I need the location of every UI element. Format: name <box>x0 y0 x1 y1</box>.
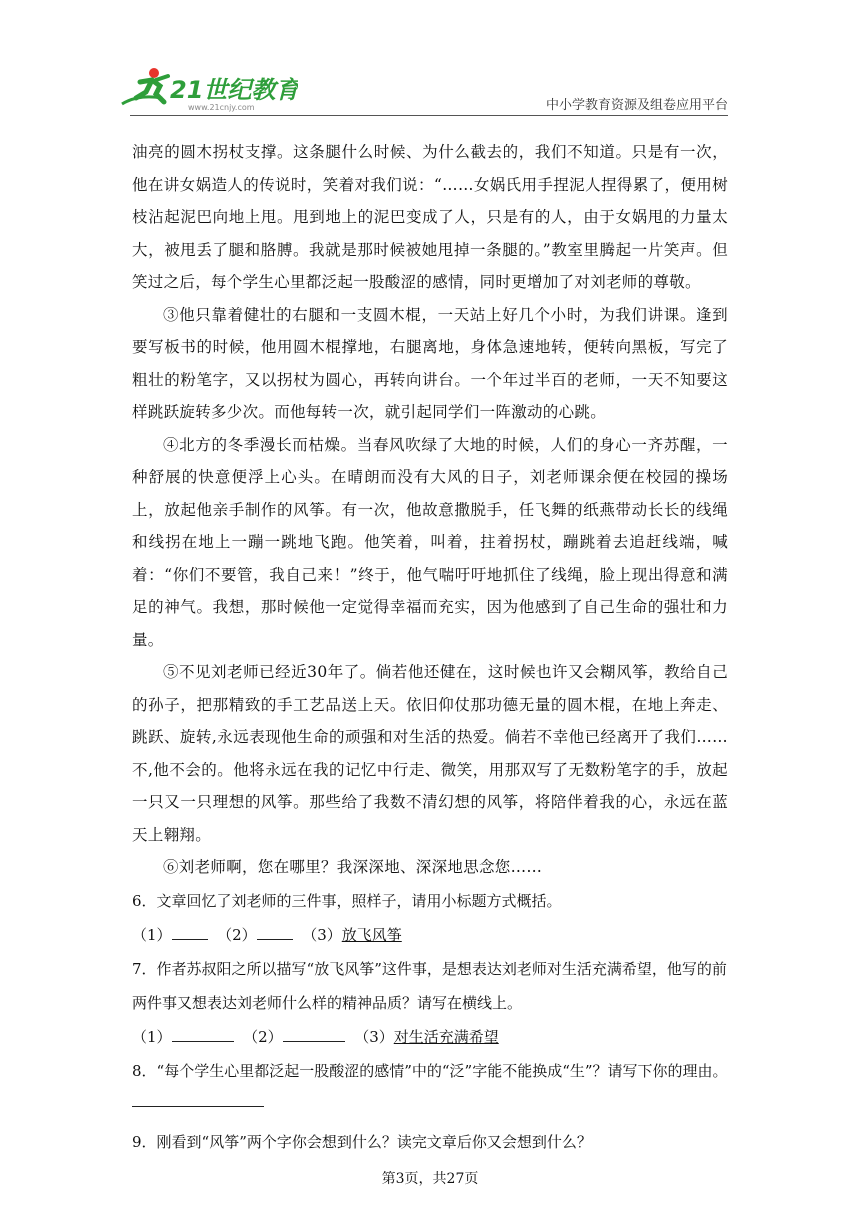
passage-paragraph: ⑤不见刘老师已经近30年了。倘若他还健在，这时候也许又会糊风筝，教给自己的孙子，把那精致的手工艺品送上天。依旧仰仗那功德无量的圆木棍，在地上奔走、跳跃、旋转,永远表现他生命的顽强和对生活的热爱。倘若不幸他已经离开了我们……不,他不会的。他将永远在我的记忆中行走、微笑，用那双写了无数粉笔字的手，放起一只又一只理想的风筝。那些给了我数不清幻想的风筝，将陪伴着我的心，永远在蓝天上翱翔。 <box>132 663 728 844</box>
question-9: 9．刚看到“风筝”两个字你会想到什么？读完文章后你又会想到什么？ <box>132 1132 592 1151</box>
answer-blank[interactable] <box>283 1025 345 1042</box>
page-header <box>0 0 860 118</box>
answer-blank[interactable] <box>257 923 293 940</box>
question-6-answers: （1） （2） （3）放飞风筝 <box>132 918 728 952</box>
passage-paragraph: ③他只靠着健壮的右腿和一支圆木棍，一天站上好几个小时，为我们讲课。逢到要写板书的时候，他用圆木棍撑地，右腿离地，身体急速地转，便转向黑板，写完了粗壮的粉笔字，又以拐杖为圆心，再转向讲台。一个年过半百的老师，一天不知要这样跳跃旋转多少次。而他每转一次，就引起同学们一阵激动的心跳。 <box>132 305 728 421</box>
question-7: 7．作者苏叔阳之所以描写“放飞风筝”这件事，是想表达刘老师对生活充满希望，他写的前两件事又想表达刘老师什么样的精神品质？请写在横线上。 <box>132 959 727 1012</box>
example-answer: 对生活充满希望 <box>393 1027 499 1046</box>
question-7-answers: （1） （2） （3）对生活充满希望 <box>132 1020 728 1054</box>
passage-paragraph: ④北方的冬季漫长而枯燥。当春风吹绿了大地的时候，人们的身心一齐苏醒，一种舒展的快意便浮上心头。在晴朗而没有大风的日子，刘老师课余便在校园的操场上，放起他亲手制作的风筝。有一次，他故意撒脱手，任飞舞的纸燕带动长长的线绳和线拐在地上一蹦一跳地飞跑。他笑着，叫着，拄着拐杖，蹦跳着去追赶线端，喊着：“你们不要管，我自己来！”终于，他气喘吁吁地抓住了线绳，脸上现出得意和满足的神气。我想，那时候他一定觉得幸福而充实，因为他感到了自己生命的强壮和力量。 <box>132 435 728 649</box>
svg-text:www.21cnjy.com: www.21cnjy.com <box>188 103 255 112</box>
page-number: 第3页，共27页 <box>381 1171 479 1187</box>
passage-paragraph: ⑥刘老师啊，您在哪里？我深深地、深深地思念您…… <box>163 858 543 876</box>
question-6: 6．文章回忆了刘老师的三件事，照样子，请用小标题方式概括。 <box>132 891 562 910</box>
passage-paragraph: 油亮的圆木拐杖支撑。这条腿什么时候、为什么截去的，我们不知道。只是有一次，他在讲女娲造人的传说时，笑着对我们说：“……女娲氏用手捏泥人捏得累了，便用树枝沾起泥巴向地上甩。甩到地上的泥巴变成了人，只是有的人，由于女娲甩的力量太大，被甩丢了腿和胳膊。我就是那时候被她甩掉一条腿的。”教室里腾起一片笑声。但笑过之后，每个学生心里都泛起一股酸涩的感情，同时更增加了对刘老师的尊敬。 <box>132 143 728 291</box>
site-logo <box>118 64 298 114</box>
document-body <box>132 136 728 1159</box>
example-answer: 放飞风筝 <box>341 925 402 944</box>
answer-blank[interactable] <box>172 923 208 940</box>
answer-blank[interactable] <box>172 1025 234 1042</box>
header-rule <box>130 115 728 116</box>
svg-text:21世纪教育: 21世纪教育 <box>170 76 298 104</box>
runner-icon <box>118 64 298 114</box>
answer-line[interactable] <box>132 1106 264 1107</box>
platform-label: 中小学教育资源及组卷应用平台 <box>545 98 728 113</box>
question-8: 8．“每个学生心里都泛起一股酸涩的感情”中的“泛”字能不能换成“生”？请写下你的理由。 <box>132 1061 728 1080</box>
